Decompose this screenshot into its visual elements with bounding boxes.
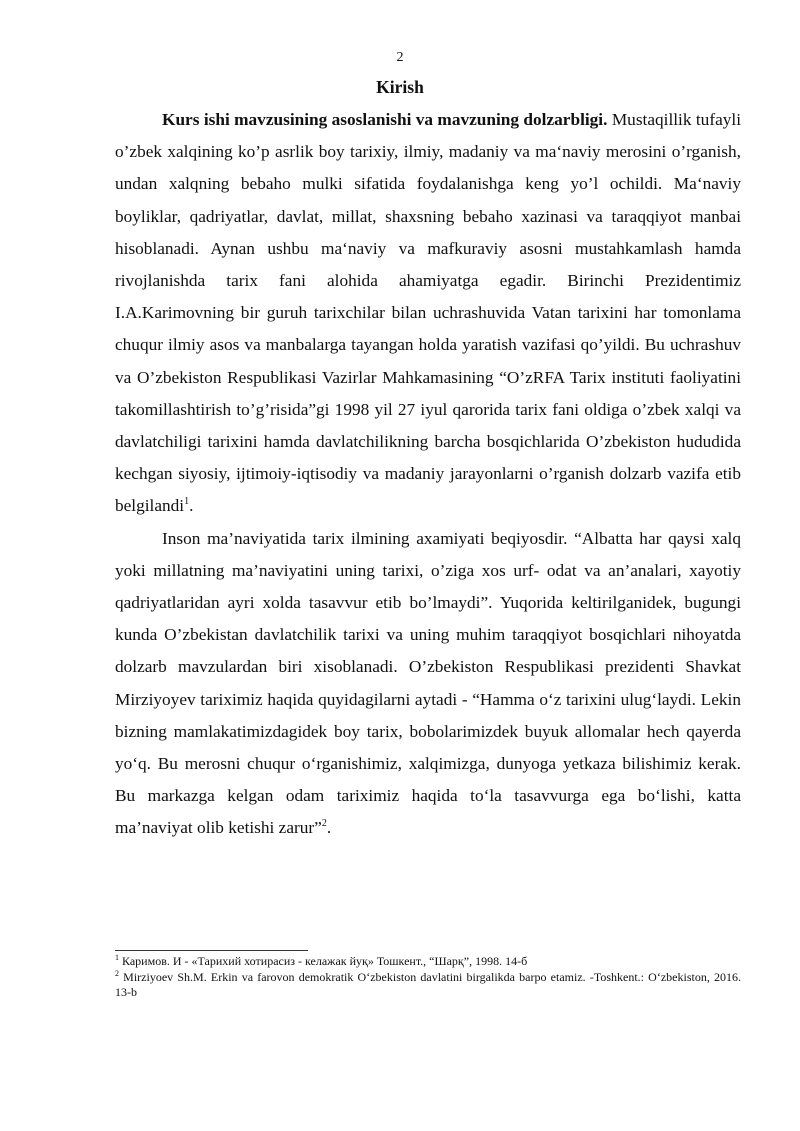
section-heading: Kirish (376, 77, 424, 97)
paragraph-text: Inson ma’naviyatida tarix ilmining axamiyati beqiyosdir. “Albatta har qaysi xalq yoki millatning ma’naviyatini uning tarixi, o’ziga xos urf- odat va an’analari, xayotiy qadriyatlaridan ayri xolda tasavvur etib bo’lmaydi”. Yuqorida keltirilganidek, bugungi kunda O’zbekistan davlatchilik tarixi va uning muhim taraqqiyot bosqichlari nihoyatda dolzarb mavzulardan biri xisoblanadi. O’zbekiston Respublikasi prezidenti Shavkat Mirziyoyev tariximiz haqida quyidagilarni aytadi - “Hamma o‘z tarixini ulug‘laydi. Lekin bizning mamlakatimizdagidek boy tarix, bobolarimizdek buyuk allomalar hech qayerda yo‘q. Bu merosni chuqur o‘rganishimiz, xalqimizga, dunyoga yetkaza bilishimiz kerak. Bu markazga kelgan odam tariximiz haqida to‘la tasavvurga ega bo‘lishi, katta ma’naviyat olib ketishi zarur” (115, 528, 741, 838)
footnotes (115, 954, 741, 1001)
footnote-1 (115, 954, 741, 970)
footnote-ref: 1 (184, 496, 190, 508)
paragraph-end: . (189, 496, 194, 516)
paragraph-end: . (326, 818, 332, 838)
footnote-text: Каримов. И - «Тарихий хотирасиз - келажак йуқ» Тошкент., “Шарқ”, 1998. 14-б (119, 954, 528, 968)
footnote-2 (115, 970, 741, 1001)
paragraph-text: Mustaqillik tufayli o’zbek xalqining ko’p asrlik boy tarixiy, ilmiy, madaniy va ma‘naviy merosini o’rganish, undan xalqning bebaho mulki sifatida foydalanishga keng yo’l ochildi. Ma‘naviy boyliklar, qadriyatlar, davlat, millat, shaxsning bebaho xazinasi va taraqqiyot manbai hisoblanadi. Aynan ushbu ma‘naviy va mafkuraviy asosni mustahkamlash hamda rivojlanishda tarix fani alohida ahamiyatga egadir. Birinchi Prezidentimiz I.A.Karimovning bir guruh tarixchilar bilan uchrashuvida Vatan tarixini har tomonlama chuqur ilmiy asos va manbalarga tayangan holda yaratish vazifasi qo’yildi. Bu uchrashuv va O’zbekiston Respublikasi Vazirlar Mahkamasining “O’zRFA Tarix instituti faoliyatini takomillashtirish to’g’risida”gi 1998 yil 27 iyul qarorida tarix fani oldiga o’zbek xalqi va davlatchiligi tarixini hamda davlatchilikning barcha bosqichlarida O’zbekiston hududida kechgan siyosiy, ijtimoiy-iqtisodiy va madaniy jarayonlarni o’rganish dolzarb vazifa etib belgilandi (115, 110, 741, 516)
footnote-number: 2 (115, 968, 119, 978)
body-text (115, 104, 741, 845)
footnote-number: 1 (115, 953, 119, 962)
paragraph-lead: Kurs ishi mavzusining asoslanishi va mavzuning dolzarbligi. (162, 110, 608, 129)
paragraph-1 (115, 104, 741, 523)
paragraph-2 (115, 523, 741, 845)
footnote-text: Mirziyoev Sh.M. Erkin va farovon demokratik O‘zbekiston davlatini birgalikda barpo etamiz. -Toshkent.: O‘zbekiston, 2016. 13-b (115, 969, 741, 999)
page-number: 2 (396, 50, 404, 65)
footnote-ref: 2 (321, 818, 327, 830)
footnote-separator (115, 950, 308, 951)
